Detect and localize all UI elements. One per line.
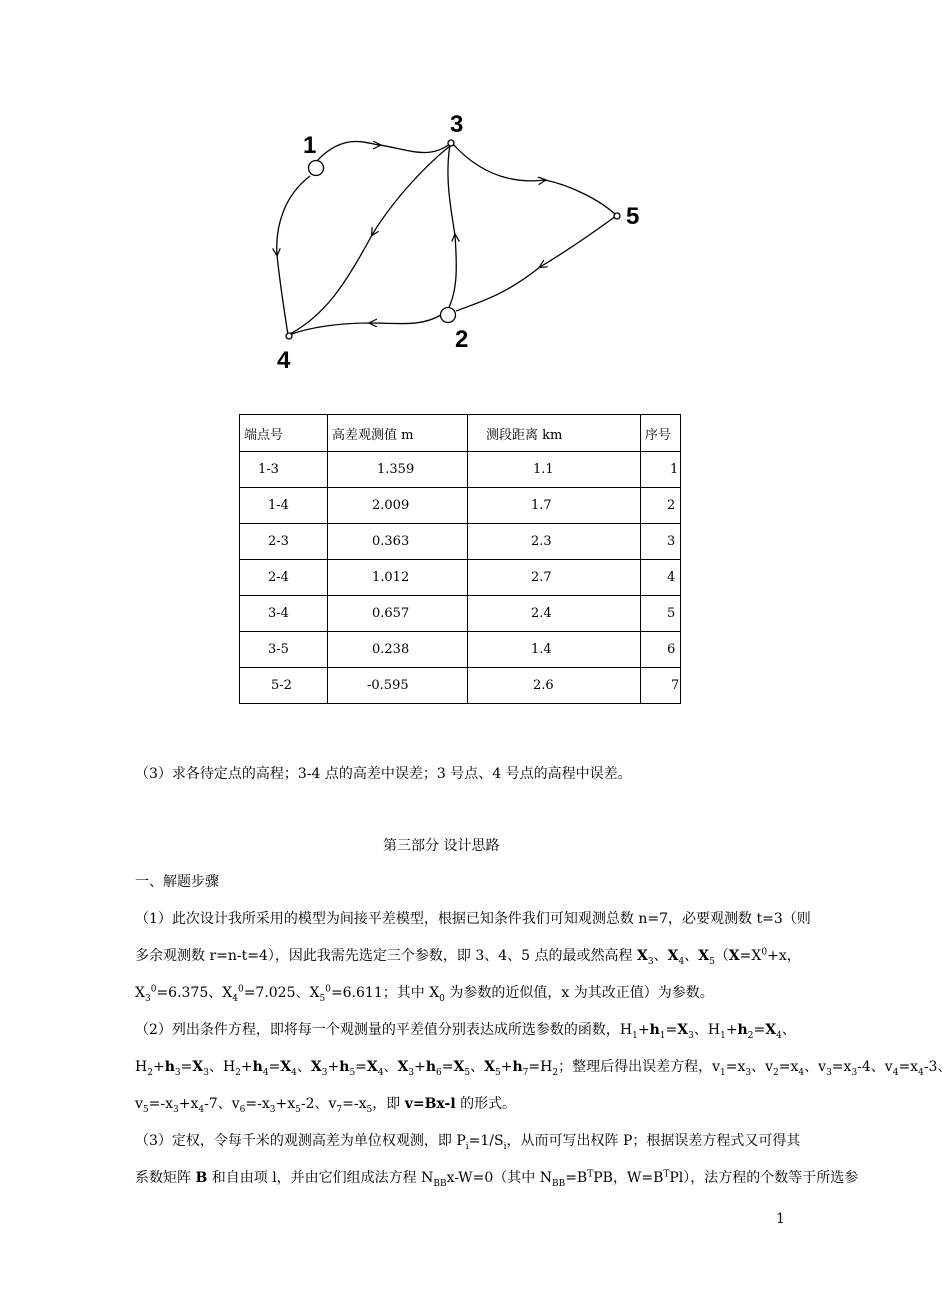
node-2-label: 2 (455, 326, 469, 353)
cell-index: 2 (641, 488, 681, 524)
table-row (240, 524, 681, 560)
cell-height-diff: 0.238 (328, 632, 468, 668)
edge-1-3-b (380, 143, 451, 153)
step2-text-d: 的形式。 (460, 1096, 517, 1112)
step3-line2: 系数矩阵 B 和自由项 l，并由它们组成法方程 $N_{BB}x-W=0$（其中 $N_{BB}=B^TPB$，$W=B^TPl$），法方程的个数等于所选参 (135, 1169, 859, 1189)
cell-index: 5 (641, 596, 681, 632)
edge-2-3-b (448, 145, 455, 235)
edge-1-3 (316, 141, 380, 162)
step3-text-b: ，从而可写出权阵 P；根据误差方程式又可得其 (506, 1133, 801, 1149)
cell-distance: 1.1 (468, 452, 641, 488)
cell-endpoint: 2-3 (240, 524, 328, 560)
cell-height-diff: 0.363 (328, 524, 468, 560)
step1-text: 多余观测数 r=n-t=4），因此我需先选定三个参数，即 3、4、5 点的最或然高程 (135, 948, 633, 964)
cell-index: 1 (641, 452, 681, 488)
table-header-row (240, 415, 681, 452)
cell-distance: 1.7 (468, 488, 641, 524)
cell-endpoint: 5-2 (240, 668, 328, 704)
cell-height-diff: -0.595 (328, 668, 468, 704)
page-number: 1 (776, 1211, 785, 1227)
edge-1-4-b (277, 255, 288, 335)
cell-height-diff: 2.009 (328, 488, 468, 524)
section-title: 第三部分 设计思路 (383, 838, 500, 854)
cell-endpoint: 1-3 (240, 452, 328, 488)
edge-1-4 (277, 176, 310, 255)
header-distance: 测段距离 km (468, 415, 641, 452)
cell-endpoint: 3-4 (240, 596, 328, 632)
node-2-marker (441, 308, 456, 323)
step2-line2: $H_2+h_3=X_3$、$H_2+h_4=X_4$、$X_3+h_5=X_4$、$X_3+h_6=X_5$、$X_5+h_7=H_2$；整理后得出误差方程，$v_1=x_3$、$v_2=x_4$、$v_3=x_3-4$、$v_4=x_4-3$、 (135, 1059, 951, 1078)
table-row (240, 452, 681, 488)
table-row (240, 632, 681, 668)
cell-distance: 2.6 (468, 668, 641, 704)
step3-text-e: ，法方程的个数等于所选参 (690, 1170, 859, 1186)
cell-index: 7 (641, 668, 681, 704)
edge-3-4-b (290, 235, 372, 334)
cell-endpoint: 2-4 (240, 560, 328, 596)
cell-endpoint: 3-5 (240, 632, 328, 668)
table-row (240, 668, 681, 704)
cell-height-diff: 1.012 (328, 560, 468, 596)
cell-index: 3 (641, 524, 681, 560)
table-row (240, 596, 681, 632)
node-4-marker (286, 333, 292, 339)
edge-3-5 (452, 143, 545, 181)
edge-2-4 (370, 315, 441, 324)
step2-text-b: 整理后得出误差方程， (572, 1059, 713, 1075)
leveling-network-diagram (260, 105, 660, 380)
step1-line1: （1）此次设计我所采用的模型为间接平差模型，根据已知条件我们可知观测总数 n=7，必要观测数 t=3（则 (135, 911, 811, 927)
observation-table (239, 414, 681, 704)
node-3-marker (448, 140, 454, 146)
edge-3-4 (372, 145, 451, 235)
header-index: 序号 (641, 415, 681, 452)
table-row (240, 488, 681, 524)
cell-height-diff: 1.359 (328, 452, 468, 488)
step2-text: （2）列出条件方程，即将每一个观测量的平差值分别表达成所选参数的函数， (135, 1022, 620, 1038)
step1-line3: $X_3^0=6.375$、$X_4^0=7.025$、$X_5^0=6.611$；其中 $X_0$ 为参数的近似值，x 为其改正值）为参数。 (135, 984, 714, 1004)
node-5-marker (614, 213, 620, 219)
step2-line3: $v_5=-x_3+x_4-7$、$v_6=-x_3+x_5-2$、$v_7=-x_5$，即 v=Bx-l 的形式。 (135, 1096, 517, 1115)
edge-5-2-b (456, 267, 540, 311)
edge-2-4-b (289, 323, 370, 335)
step1-line2: 多余观测数 r=n-t=4），因此我需先选定三个参数，即 3、4、5 点的最或然高程 $X_3$、$X_4$、$X_5(X=X^0+x$， (135, 947, 801, 967)
edge-2-3 (448, 235, 456, 309)
cell-endpoint: 1-4 (240, 488, 328, 524)
header-height-diff: 高差观测值 m (328, 415, 468, 452)
step3-text: （3）定权，令每千米的观测高差为单位权观测，即 (135, 1133, 452, 1149)
node-3-label: 3 (450, 111, 464, 138)
step3-text-d: 和自由项 l，并由它们组成法方程 (211, 1170, 417, 1186)
node-4-label: 4 (277, 347, 291, 374)
cell-height-diff: 0.657 (328, 596, 468, 632)
step2-text-c: ，即 (372, 1096, 401, 1112)
question-3: （3）求各待定点的高程；3-4 点的高差中误差；3 号点、4 号点的高程中误差。 (135, 766, 632, 782)
node-5-label: 5 (626, 203, 640, 230)
cell-distance: 2.4 (468, 596, 641, 632)
step3-line1: （3）定权，令每千米的观测高差为单位权观测，即 $P_i=1/S_i$，从而可写出权阵 P；根据误差方程式又可得其 (135, 1133, 801, 1152)
step3-text-c: 系数矩阵 (135, 1170, 191, 1186)
table-row (240, 560, 681, 596)
edge-3-5-b (545, 180, 616, 215)
step2-line1: （2）列出条件方程，即将每一个观测量的平差值分别表达成所选参数的函数，$H_1+h_1=X_3$、$H_1+h_2=X_4$、 (135, 1022, 796, 1041)
steps-heading: 一、解题步骤 (135, 874, 219, 890)
node-1-label: 1 (303, 132, 317, 159)
edge-5-2 (540, 216, 616, 267)
header-endpoint: 端点号 (240, 415, 328, 452)
node-1-marker (309, 161, 324, 176)
cell-distance: 2.3 (468, 524, 641, 560)
cell-index: 4 (641, 560, 681, 596)
cell-index: 6 (641, 632, 681, 668)
cell-distance: 2.7 (468, 560, 641, 596)
cell-distance: 1.4 (468, 632, 641, 668)
